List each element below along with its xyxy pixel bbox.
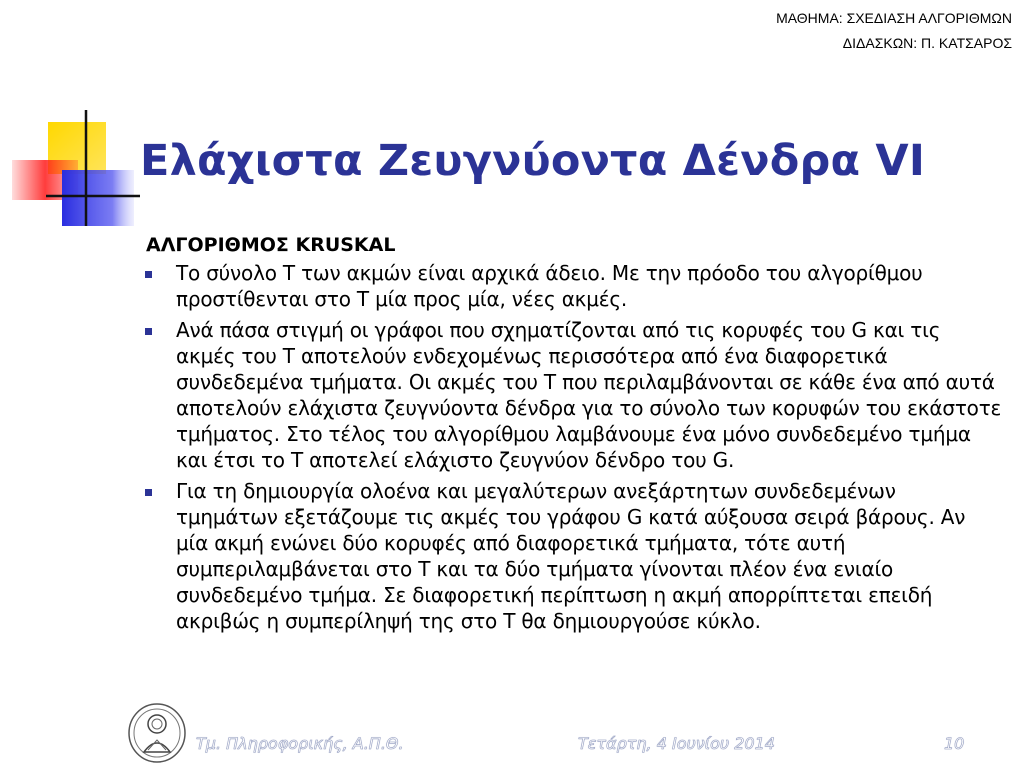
bullet-square-icon [145, 271, 152, 278]
slide-header [776, 6, 1012, 56]
bullet-text: Για τη δημιουργία ολοένα και μεγαλύτερων ανεξάρτητων συνδεδεμένων τμημάτων εξετάζουμε τις ακμές του γράφου G κατά αύξουσα σειρά βάρους. Αν μία ακμή ενώνει δύο κορυφές από διαφορετικά τμήματα, τότε αυτή συμπεριλαμβάνεται στο T και τα δύο τμήματα γίνονται πλέον ένα ενιαίο συνδεδεμένο τμήμα. Σε διαφορετική περίπτωση η ακμή απορρίπτεται επειδή ακριβώς η συμπερίληψή της στο T θα δημιουργούσε κύκλο. [176, 479, 966, 633]
list-item [142, 260, 1002, 312]
list-item [142, 317, 1002, 473]
bullet-text: Ανά πάσα στιγμή οι γράφοι που σχηματίζονται από τις κορυφές του G και τις ακμές του T αποτελούν ενδεχομένως περισσότερα από ένα διαφορετικά συνδεδεμένα τμήματα. Οι ακμές του T που περιλαμβάνονται σε κάθε ένα από αυτά αποτελούν ελάχιστα ζευγνύοντα δένδρα για το σύνολο των κορυφών του εκάστοτε τμήματος. Στο τέλος του αλγορίθμου λαμβάνουμε ένα μόνο συνδεδεμένο τμήμα και έτσι το T αποτελεί ελάχιστο ζευγνύον δένδρο του G. [176, 318, 1002, 472]
bullet-square-icon [145, 489, 152, 496]
bullet-list [142, 260, 1002, 634]
slide-body [142, 232, 1002, 639]
bullet-square-icon [145, 328, 152, 335]
course-label: ΜΑΘΗΜΑ: ΣΧΕΔΙΑΣΗ ΑΛΓΟΡΙΘΜΩΝ [776, 10, 1012, 26]
footer-department: Τμ. Πληροφορικής, Α.Π.Θ. [196, 734, 404, 753]
slide-footer [0, 730, 1024, 760]
bullet-text: Το σύνολο T των ακμών είναι αρχικά άδειο. Με την πρόοδο του αλγορίθμου προστίθενται στο T μία προς μία, νέες ακμές. [176, 261, 923, 311]
list-item [142, 478, 1002, 634]
footer-page-number: 10 [944, 734, 965, 753]
page-title: Ελάχιστα Ζευγνύοντα Δένδρα VI [140, 136, 926, 186]
footer-date: Τετάρτη, 4 Ιουνίου 2014 [578, 734, 775, 753]
decorative-squares-icon [0, 0, 150, 240]
section-subheading: ΑΛΓΟΡΙΘΜΟΣ KRUSKAL [146, 234, 396, 256]
instructor-label: ΔΙΔΑΣΚΩΝ: Π. ΚΑΤΣΑΡΟΣ [842, 35, 1012, 51]
